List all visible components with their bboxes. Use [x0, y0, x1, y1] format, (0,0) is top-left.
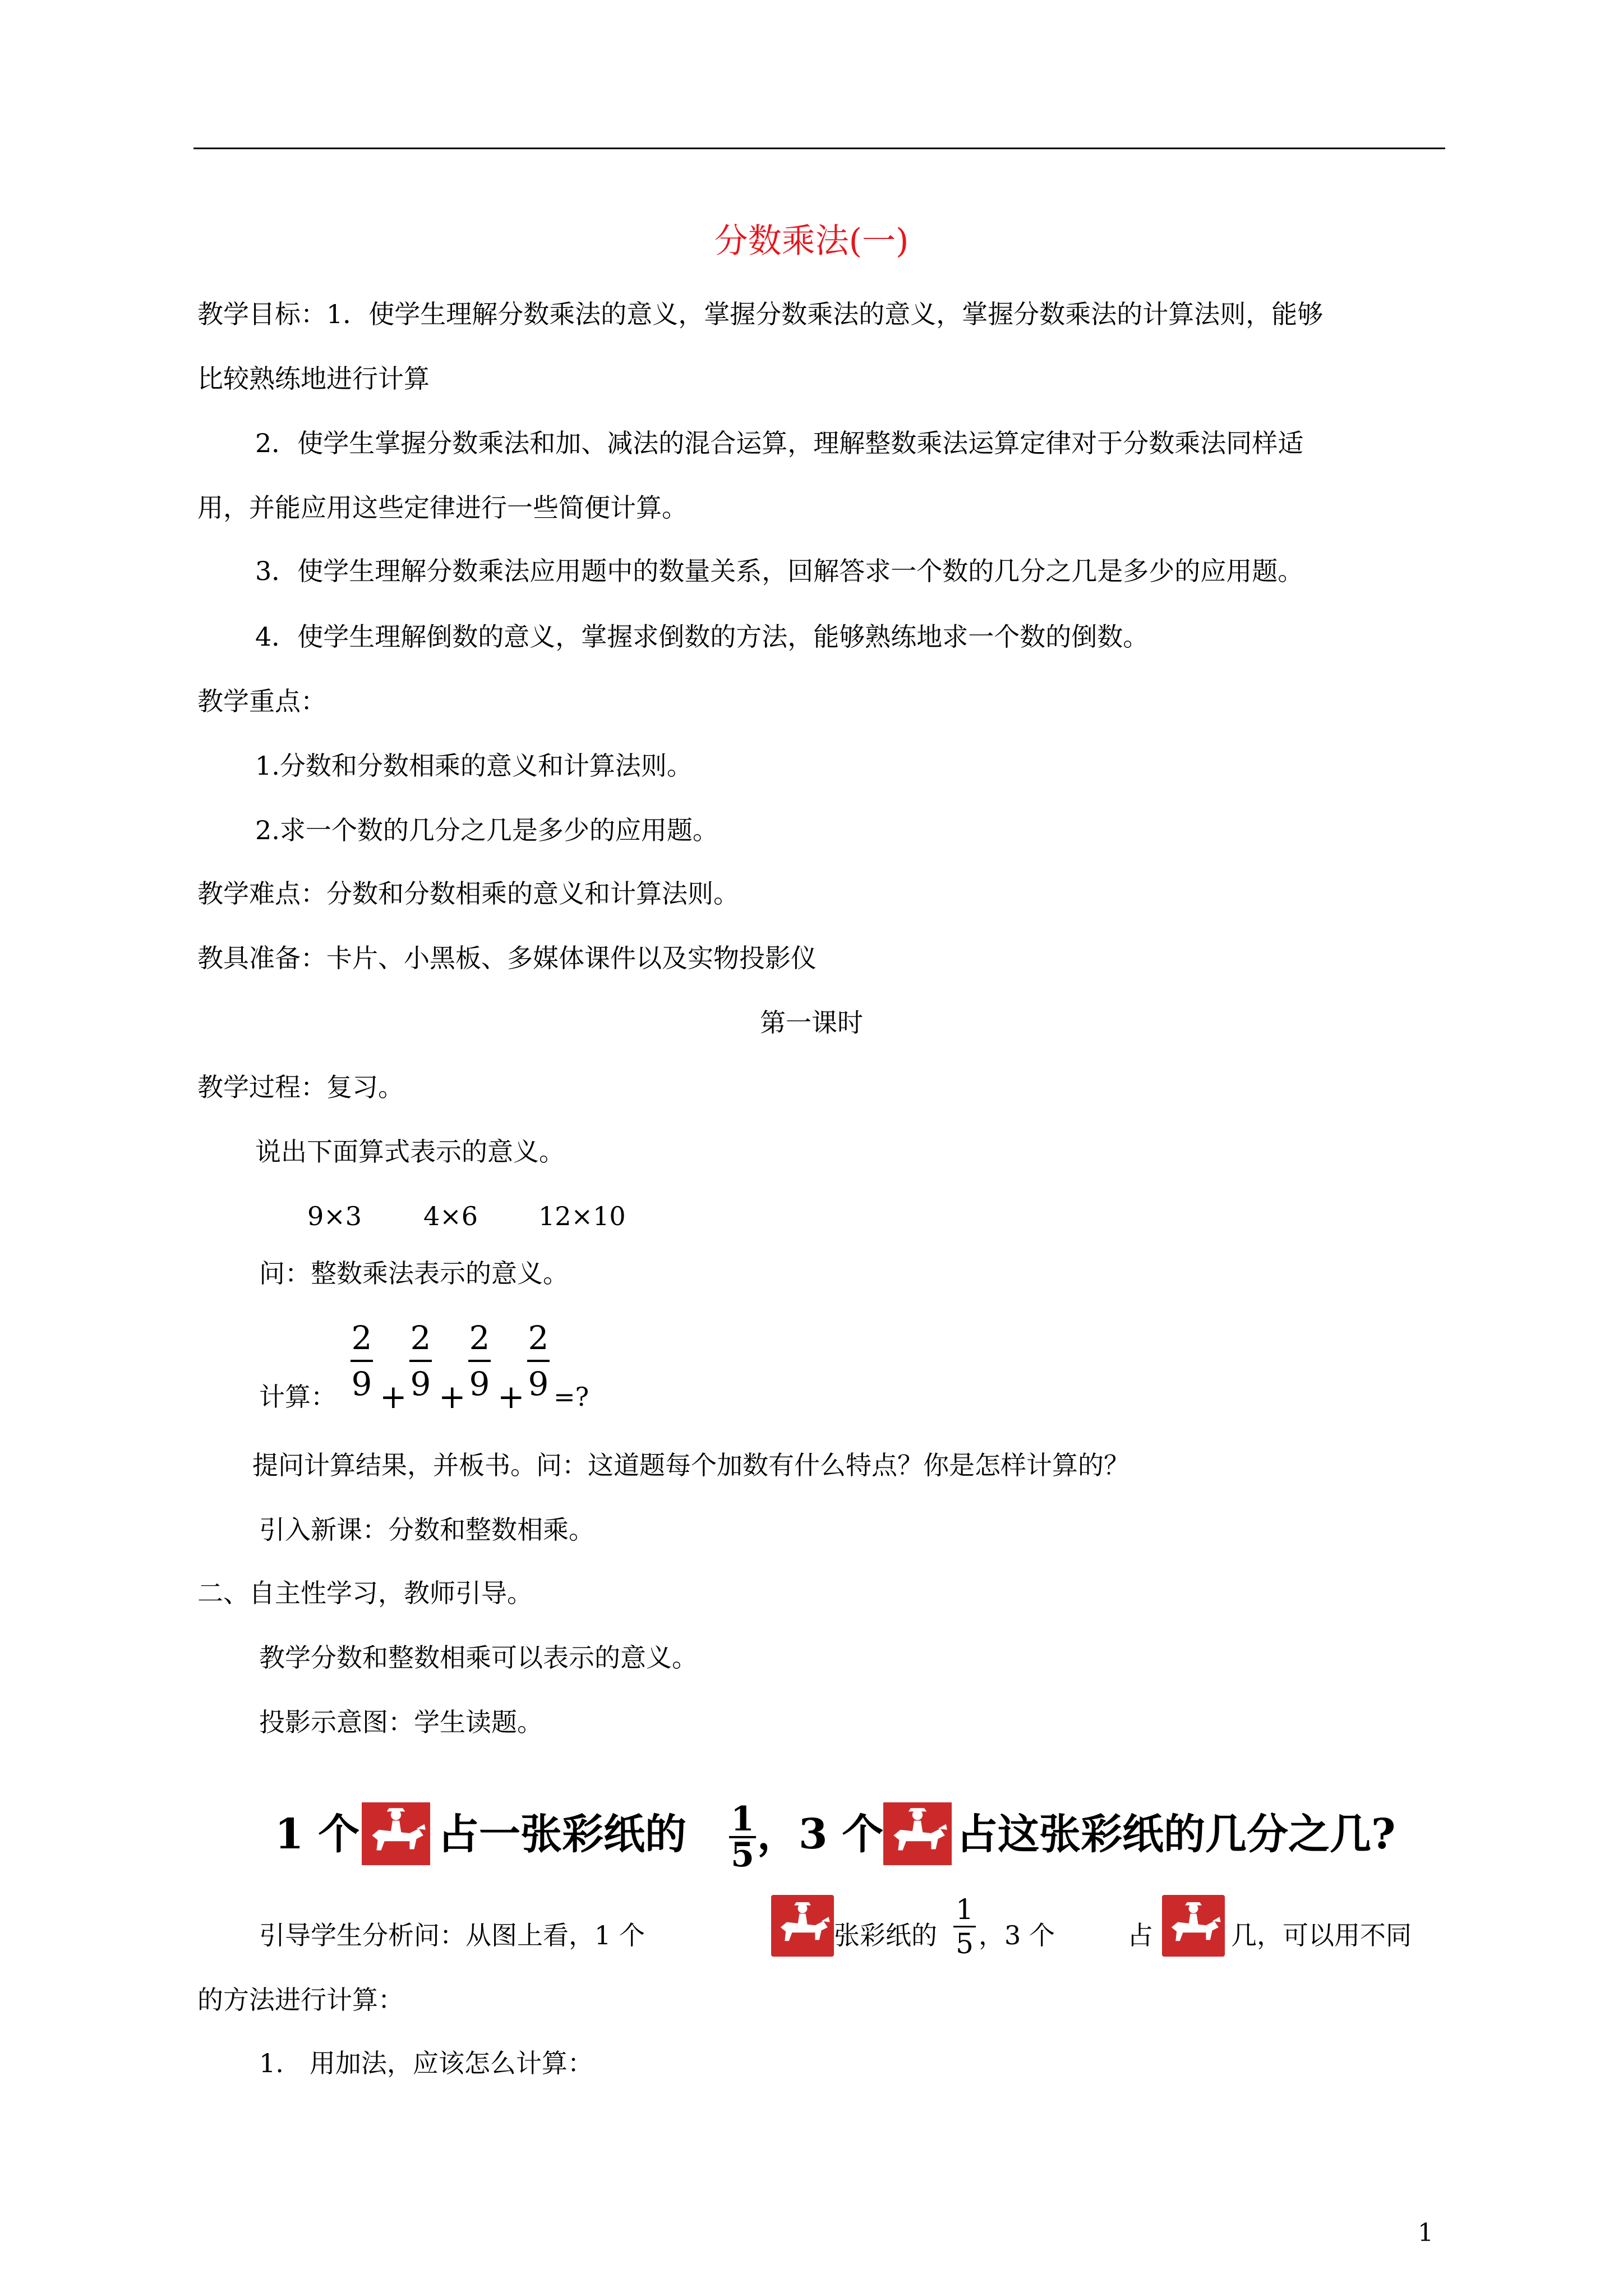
guide-part-1: 引导学生分析问：从图上看，1 个 [259, 1920, 645, 1950]
fraction-sum [351, 1318, 589, 1416]
difficulty: 教学难点：分数和分数相乘的意义和计算法则。 [197, 878, 739, 909]
problem-banner [275, 1798, 1430, 1875]
key-point-2: 2.求一个数的几分之几是多少的应用题。 [255, 815, 718, 845]
question: 提问计算结果，并板书。问：这道题每个加数有什么特点？你是怎样计算的？ [252, 1450, 1129, 1480]
fraction: 2 9 [410, 1319, 431, 1403]
banner-part-4: 占这张彩纸的几分之几? [956, 1810, 1396, 1858]
section-2-heading: 二、自主性学习，教师引导。 [197, 1578, 533, 1608]
guide-part-2: 张彩纸的 [834, 1920, 937, 1950]
horse-rider-icon [1162, 1895, 1225, 1957]
key-point-1: 1.分数和分数相乘的意义和计算法则。 [255, 751, 693, 781]
lesson-heading: 第一课时 [760, 1007, 863, 1038]
process-intro: 教学过程：复习。 [197, 1072, 404, 1102]
header-rule [193, 148, 1445, 149]
tools: 教具准备：卡片、小黑板、多媒体课件以及实物投影仪 [197, 943, 817, 973]
objectives-line-1: 教学目标：1．使学生理解分数乘法的意义，掌握分数乘法的意义，掌握分数乘法的计算法则，能够 [197, 299, 1324, 329]
say-meaning: 说出下面算式表示的意义。 [255, 1137, 565, 1167]
section-2-projection: 投影示意图：学生读题。 [259, 1707, 543, 1737]
banner-part-1: 1 个 [275, 1810, 360, 1858]
key-points-label: 教学重点： [197, 686, 326, 716]
objective-3: 3．使学生理解分数乘法应用题中的数量关系，回解答求一个数的几分之几是多少的应用题。 [255, 556, 1304, 586]
objective-2-line-2: 用，并能应用这些定律进行一些简便计算。 [197, 493, 688, 523]
objective-4: 4．使学生理解倒数的意义，掌握求倒数的方法，能够熟练地求一个数的倒数。 [255, 622, 1149, 652]
fraction: 2 9 [528, 1319, 549, 1403]
expression-3: 12×10 [538, 1201, 626, 1231]
plus-sign: + [439, 1378, 466, 1416]
section-2-teach: 教学分数和整数相乘可以表示的意义。 [259, 1642, 698, 1673]
horse-rider-icon [362, 1802, 430, 1865]
banner-part-2: 占一张彩纸的 [437, 1810, 686, 1858]
fraction: 2 9 [351, 1319, 372, 1403]
guide-fraction: 1 5 [953, 1895, 976, 1958]
guide-part-3: ，3 个 [979, 1920, 1055, 1950]
banner-fraction: 1 5 [729, 1803, 756, 1871]
guide-part-5: 几，可以用不同 [1231, 1920, 1412, 1950]
method-1: 1. 用加法，应该怎么计算： [259, 2048, 593, 2078]
horse-rider-icon [883, 1802, 952, 1865]
equals-question: =? [554, 1382, 589, 1412]
page-number: 1 [1418, 2219, 1433, 2247]
guide-part-4: 占 [1127, 1920, 1153, 1950]
expression-2: 4×6 [423, 1201, 478, 1231]
plus-sign: + [380, 1378, 407, 1416]
objective-2-line-1: 2．使学生掌握分数乘法和加、减法的混合运算，理解整数乘法运算定律对于分数乘法同样适 [255, 428, 1304, 458]
banner-part-3: ，3 个 [757, 1810, 884, 1858]
page-title: 分数乘法(一) [714, 222, 909, 261]
calc-label: 计算： [259, 1382, 336, 1412]
guide-line-2: 的方法进行计算： [197, 1985, 404, 2015]
horse-rider-icon [771, 1895, 834, 1957]
ask-integer-meaning: 问：整数乘法表示的意义。 [259, 1258, 569, 1289]
expression-1: 9×3 [307, 1201, 362, 1231]
objectives-line-2: 比较熟练地进行计算 [197, 364, 430, 394]
new-lesson: 引入新课：分数和整数相乘。 [259, 1515, 594, 1545]
fraction: 2 9 [469, 1319, 490, 1403]
plus-sign: + [497, 1378, 525, 1416]
